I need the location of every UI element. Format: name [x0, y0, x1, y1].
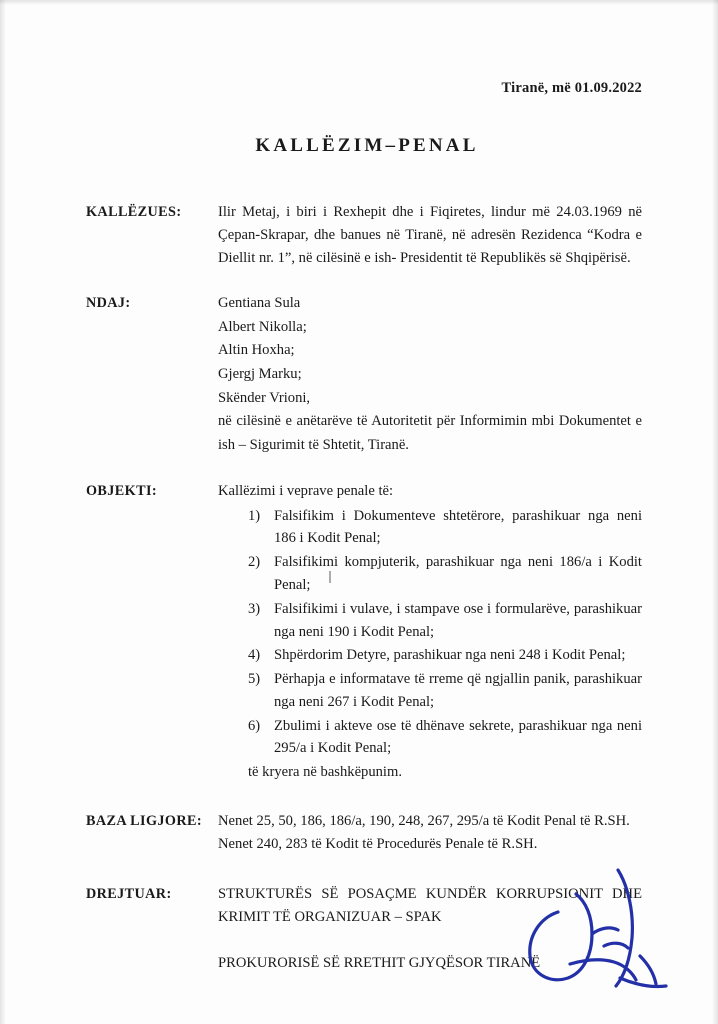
charge-item: Falsifikimi kompjuterik, parashikuar nga neni 186/a i Kodit Penal;	[274, 554, 642, 593]
page-edge-shadow-top	[0, 0, 718, 5]
section-complainant	[86, 201, 642, 270]
against-name: Gjergj Marku;	[218, 366, 302, 383]
against-body	[218, 292, 642, 457]
section-legal-basis	[86, 810, 642, 857]
object-label: OBJEKTI:	[86, 482, 157, 499]
directed-to-secondary: PROKURORISË SË RRETHIT GJYQËSOR TIRANË	[218, 954, 541, 971]
legal-basis-line: Nenet 240, 283 të Kodit të Procedurës Penale të R.SH.	[218, 836, 538, 853]
against-label: NDAJ:	[86, 295, 131, 312]
against-name: Skënder Vrioni,	[218, 389, 311, 406]
legal-basis-body	[218, 810, 642, 857]
object-closing: të kryera në bashkëpunim.	[248, 764, 402, 781]
charges-list	[218, 505, 642, 760]
object-intro: Kallëzimi i veprave penale të:	[218, 482, 394, 499]
directed-to-label: DREJTUAR:	[86, 885, 172, 902]
document-title: KALLËZIM–PENAL	[255, 135, 479, 156]
document-content	[86, 80, 642, 991]
legal-basis-line: Nenet 25, 50, 186, 186/a, 190, 248, 267, 295/a të Kodit Penal të R.SH.	[218, 813, 630, 830]
section-directed-to	[86, 883, 642, 975]
against-name: Albert Nikolla;	[218, 318, 307, 335]
page-edge-shadow-left	[0, 0, 6, 1024]
charge-item: Falsifikimi i vulave, i stampave ose i formularëve, parashikuar nga neni 190 i Kodit Penal;	[274, 600, 642, 640]
legal-basis-label: BAZA LIGJORE:	[86, 813, 202, 830]
stray-ink-mark	[329, 571, 331, 583]
charge-item: Zbulimi i akteve ose të dhënave sekrete, parashikuar nga neni 295/a i Kodit Penal;	[274, 717, 642, 757]
section-object	[86, 480, 642, 785]
against-name: Gentiana Sula	[218, 295, 301, 312]
charge-item: Përhapja e informatave të rreme që ngjallin panik, parashikuar nga neni 267 i Kodit Penal;	[274, 671, 642, 710]
against-capacity: në cilësinë e anëtarëve të Autoritetit për Informimin mbi Dokumentet e ish – Sigurimit të Shtetit, Tiranë.	[218, 413, 642, 453]
charge-item: Shpërdorim Detyre, parashikuar nga neni 248 i Kodit Penal;	[274, 647, 626, 664]
directed-to-line: STRUKTURËS SË POSAÇME KUNDËR KORRUPSIONIT DHE KRIMIT TË ORGANIZUAR – SPAK	[218, 885, 642, 926]
complainant-text: Ilir Metaj, i biri i Rexhepit dhe i Fiqiretes, lindur më 24.03.1969 në Çepan-Skrapar, dhe banues në Tiranë, në adresën Rezidenca “Kodra e Diellit nr. 1”, në cilësinë e ish- Presidentit të Republikës së Shqipërisë.	[218, 204, 642, 267]
page-edge-shadow-right	[712, 0, 718, 1024]
object-body	[218, 480, 642, 785]
directed-to-body	[218, 883, 642, 975]
section-against	[86, 292, 642, 457]
against-name: Altin Hoxha;	[218, 342, 295, 359]
date-line: Tiranë, më 01.09.2022	[501, 80, 642, 96]
complainant-label: KALLËZUES:	[86, 204, 182, 220]
charge-item: Falsifikim i Dokumenteve shtetërore, parashikuar nga neni 186 i Kodit Penal;	[274, 507, 642, 547]
